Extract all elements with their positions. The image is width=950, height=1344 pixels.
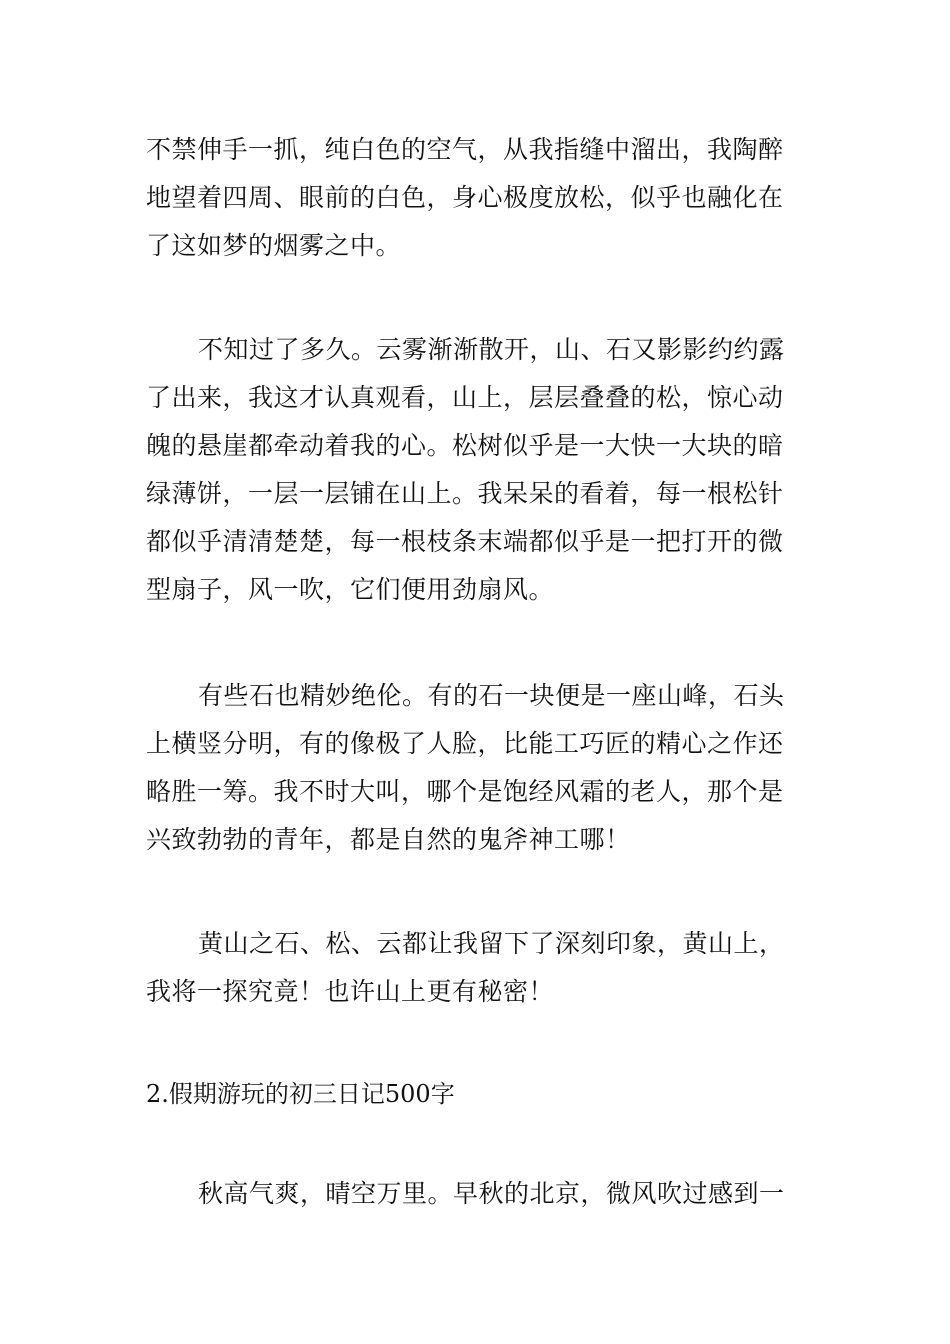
paragraph-line: 秋高气爽，晴空万里。早秋的北京，微风吹过感到一 xyxy=(198,1179,785,1208)
paragraph-line: 了这如梦的烟雾之中。 xyxy=(146,231,402,260)
paragraph-line: 我将一探究竟！也许山上更有秘密！ xyxy=(146,977,555,1006)
paragraph-line: 绿薄饼，一层一层铺在山上。我呆呆的看着，每一根松针 xyxy=(146,479,784,508)
paragraph-line: 都似乎清清楚楚，每一根枝条末端都似乎是一把打开的微 xyxy=(146,527,784,556)
paragraph-line: 地望着四周、眼前的白色，身心极度放松，似乎也融化在 xyxy=(146,183,784,212)
paragraph-line: 略胜一筹。我不时大叫，哪个是饱经风霜的老人，那个是 xyxy=(146,777,784,806)
section-heading xyxy=(146,1070,818,1118)
paragraph-line: 型扇子，风一吹，它们便用劲扇风。 xyxy=(146,575,555,604)
paragraph-line: 有些石也精妙绝伦。有的石一块便是一座山峰，石头 xyxy=(198,681,785,710)
paragraph-2 xyxy=(146,326,818,614)
paragraph-4 xyxy=(146,920,818,1016)
heading-text: 2.假期游玩的初三日记500字 xyxy=(146,1080,455,1108)
paragraph-line: 上横竖分明，有的像极了人脸，比能工巧匠的精心之作还 xyxy=(146,729,784,758)
paragraph-line: 兴致勃勃的青年，都是自然的鬼斧神工哪！ xyxy=(146,825,631,854)
paragraph-line: 不禁伸手一抓，纯白色的空气，从我指缝中溜出，我陶醉 xyxy=(146,135,784,164)
paragraph-line: 魄的悬崖都牵动着我的心。松树似乎是一大快一大块的暗 xyxy=(146,431,784,460)
paragraph-line: 黄山之石、松、云都让我留下了深刻印象，黄山上， xyxy=(198,929,785,958)
paragraph-line: 不知过了多久。云雾渐渐散开，山、石又影影约约露 xyxy=(198,335,785,364)
paragraph-3 xyxy=(146,672,818,864)
paragraph-5 xyxy=(146,1170,818,1218)
paragraph-1 xyxy=(146,126,818,270)
paragraph-line: 了出来，我这才认真观看，山上，层层叠叠的松，惊心动 xyxy=(146,383,784,412)
